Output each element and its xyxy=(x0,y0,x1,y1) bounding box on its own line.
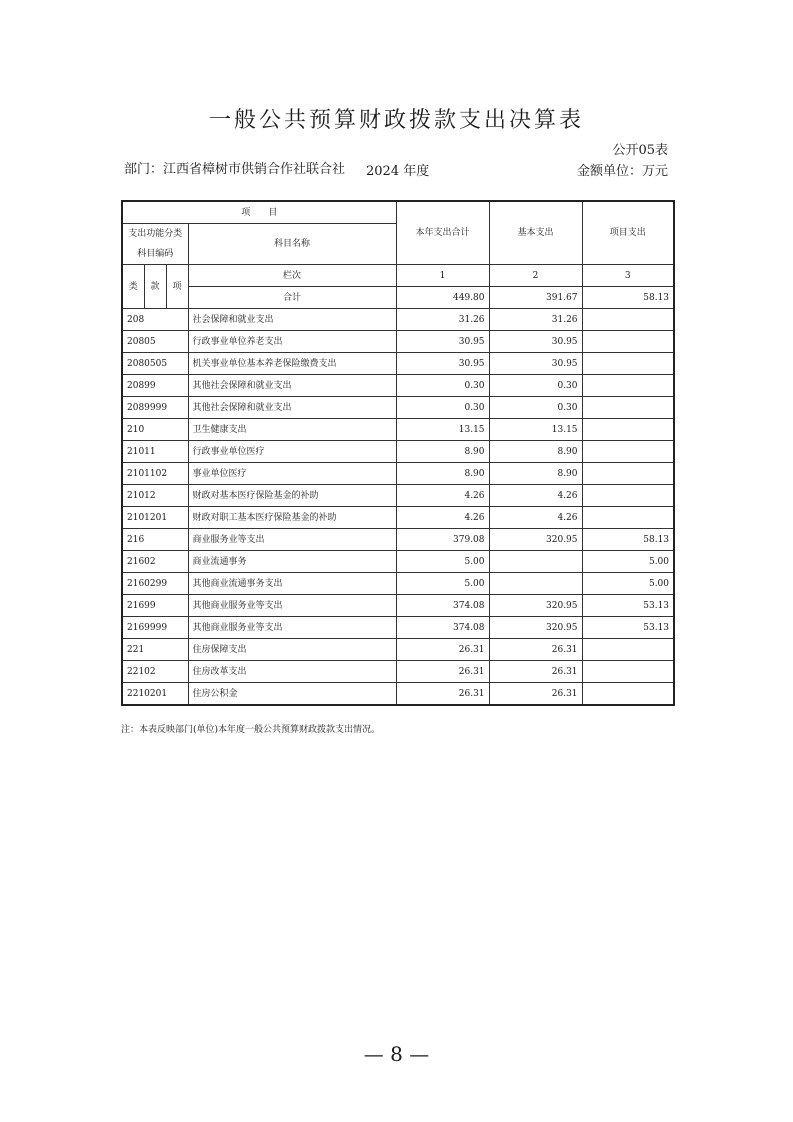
table-row xyxy=(122,661,674,683)
row-project: 58.13 xyxy=(582,529,674,551)
row-basic: 0.30 xyxy=(489,397,582,419)
row-basic: 4.26 xyxy=(489,485,582,507)
row-project xyxy=(582,419,674,441)
row-code: 2169999 xyxy=(122,617,188,639)
row-project xyxy=(582,485,674,507)
row-code: 21699 xyxy=(122,595,188,617)
row-subject-name: 其他商业服务业等支出 xyxy=(188,617,396,639)
row-basic: 30.95 xyxy=(489,353,582,375)
row-code: 22102 xyxy=(122,661,188,683)
table-row xyxy=(122,397,674,419)
amount-unit: 金额单位：万元 xyxy=(576,164,668,179)
table-row xyxy=(122,617,674,639)
row-basic: 13.15 xyxy=(489,419,582,441)
row-code: 208 xyxy=(122,309,188,331)
form-number: 公开05表 xyxy=(612,143,668,158)
row-subject-name: 行政事业单位养老支出 xyxy=(188,331,396,353)
row-subject-name: 其他社会保障和就业支出 xyxy=(188,375,396,397)
row-basic: 26.31 xyxy=(489,661,582,683)
row-total: 8.90 xyxy=(396,463,489,485)
row-code: 2101102 xyxy=(122,463,188,485)
row-subject-name: 其他商业服务业等支出 xyxy=(188,595,396,617)
row-code: 2089999 xyxy=(122,397,188,419)
page-number: — 8 — xyxy=(363,1042,430,1066)
row-basic: 31.26 xyxy=(489,309,582,331)
row-subject-name: 行政事业单位医疗 xyxy=(188,441,396,463)
row-project xyxy=(582,331,674,353)
row-total: 30.95 xyxy=(396,353,489,375)
row-code: 221 xyxy=(122,639,188,661)
row-subject-name: 社会保障和就业支出 xyxy=(188,309,396,331)
row-subject-name: 财政对职工基本医疗保险基金的补助 xyxy=(188,507,396,529)
table-row xyxy=(122,529,674,551)
row-code: 2210201 xyxy=(122,683,188,706)
row-code: 2160299 xyxy=(122,573,188,595)
table-row xyxy=(122,573,674,595)
row-basic: 26.31 xyxy=(489,683,582,706)
row-code: 216 xyxy=(122,529,188,551)
row-subject-name: 其他商业流通事务支出 xyxy=(188,573,396,595)
table-row xyxy=(122,419,674,441)
row-project xyxy=(582,661,674,683)
row-basic: 4.26 xyxy=(489,507,582,529)
table-row xyxy=(122,639,674,661)
row-total: 4.26 xyxy=(396,507,489,529)
row-total: 13.15 xyxy=(396,419,489,441)
total-basic: 391.67 xyxy=(489,287,582,309)
header-project: 项目支出 xyxy=(582,201,674,265)
row-basic: 320.95 xyxy=(489,529,582,551)
row-basic: 320.95 xyxy=(489,595,582,617)
row-subject-name: 卫生健康支出 xyxy=(188,419,396,441)
table-row xyxy=(122,309,674,331)
row-project xyxy=(582,507,674,529)
table-row xyxy=(122,551,674,573)
col-no-3: 3 xyxy=(582,265,674,287)
row-total: 5.00 xyxy=(396,573,489,595)
row-total: 374.08 xyxy=(396,617,489,639)
row-total: 31.26 xyxy=(396,309,489,331)
row-basic xyxy=(489,551,582,573)
row-total: 30.95 xyxy=(396,331,489,353)
row-total: 8.90 xyxy=(396,441,489,463)
header-item: 项 目 xyxy=(122,201,396,224)
table-note: 注：本表反映部门(单位)本年度一般公共预算财政拨款支出情况。 xyxy=(121,725,381,735)
row-subject-name: 商业服务业等支出 xyxy=(188,529,396,551)
department-label: 部门：江西省樟树市供销合作社联合社 xyxy=(124,162,346,177)
row-project xyxy=(582,309,674,331)
row-project xyxy=(582,397,674,419)
row-total: 5.00 xyxy=(396,551,489,573)
row-basic: 8.90 xyxy=(489,463,582,485)
row-subject-name: 住房改革支出 xyxy=(188,661,396,683)
total-label: 合计 xyxy=(188,287,396,309)
row-total: 26.31 xyxy=(396,683,489,706)
row-subject-name: 住房保障支出 xyxy=(188,639,396,661)
table-row xyxy=(122,375,674,397)
row-subject-name: 财政对基本医疗保险基金的补助 xyxy=(188,485,396,507)
col-no-2: 2 xyxy=(489,265,582,287)
table-row xyxy=(122,463,674,485)
header-basic: 基本支出 xyxy=(489,201,582,265)
row-code: 21011 xyxy=(122,441,188,463)
row-basic: 320.95 xyxy=(489,617,582,639)
row-total: 379.08 xyxy=(396,529,489,551)
row-total: 26.31 xyxy=(396,639,489,661)
row-basic: 8.90 xyxy=(489,441,582,463)
row-project xyxy=(582,463,674,485)
header-subject-name: 科目名称 xyxy=(188,224,396,265)
row-code: 21012 xyxy=(122,485,188,507)
row-subject-name: 商业流通事务 xyxy=(188,551,396,573)
row-project xyxy=(582,683,674,706)
table-row xyxy=(122,507,674,529)
row-project: 53.13 xyxy=(582,617,674,639)
row-basic xyxy=(489,573,582,595)
row-code: 20805 xyxy=(122,331,188,353)
header-kuan: 款 xyxy=(144,265,166,309)
header-row-1 xyxy=(122,201,674,224)
row-code: 2080505 xyxy=(122,353,188,375)
row-total: 374.08 xyxy=(396,595,489,617)
row-total: 26.31 xyxy=(396,661,489,683)
row-total: 4.26 xyxy=(396,485,489,507)
header-lei: 类 xyxy=(122,265,144,309)
table-row xyxy=(122,595,674,617)
row-basic: 26.31 xyxy=(489,639,582,661)
row-code: 20899 xyxy=(122,375,188,397)
header-func-code: 支出功能分类科目编码 xyxy=(122,224,188,265)
header-xiang: 项 xyxy=(166,265,188,309)
fiscal-year: 2024 年度 xyxy=(366,164,430,179)
table-row xyxy=(122,353,674,375)
row-project xyxy=(582,375,674,397)
report-title: 一般公共预算财政拨款支出决算表 xyxy=(208,108,584,133)
row-project xyxy=(582,441,674,463)
table-row xyxy=(122,485,674,507)
row-project: 53.13 xyxy=(582,595,674,617)
row-total: 0.30 xyxy=(396,397,489,419)
header-row-5 xyxy=(122,265,674,287)
row-code: 210 xyxy=(122,419,188,441)
col-no-1: 1 xyxy=(396,265,489,287)
row-subject-name: 机关事业单位基本养老保险缴费支出 xyxy=(188,353,396,375)
expenditure-table xyxy=(121,200,675,706)
row-total: 0.30 xyxy=(396,375,489,397)
total-row xyxy=(122,287,674,309)
row-subject-name: 其他社会保障和就业支出 xyxy=(188,397,396,419)
row-subject-name: 事业单位医疗 xyxy=(188,463,396,485)
row-project xyxy=(582,353,674,375)
header-lanci: 栏次 xyxy=(188,265,396,287)
row-project: 5.00 xyxy=(582,573,674,595)
total-project: 58.13 xyxy=(582,287,674,309)
table-row xyxy=(122,683,674,706)
total-total: 449.80 xyxy=(396,287,489,309)
header-total: 本年支出合计 xyxy=(396,201,489,265)
row-project xyxy=(582,639,674,661)
row-subject-name: 住房公积金 xyxy=(188,683,396,706)
row-basic: 0.30 xyxy=(489,375,582,397)
table-row xyxy=(122,441,674,463)
table-row xyxy=(122,331,674,353)
row-project: 5.00 xyxy=(582,551,674,573)
row-basic: 30.95 xyxy=(489,331,582,353)
row-code: 2101201 xyxy=(122,507,188,529)
row-code: 21602 xyxy=(122,551,188,573)
